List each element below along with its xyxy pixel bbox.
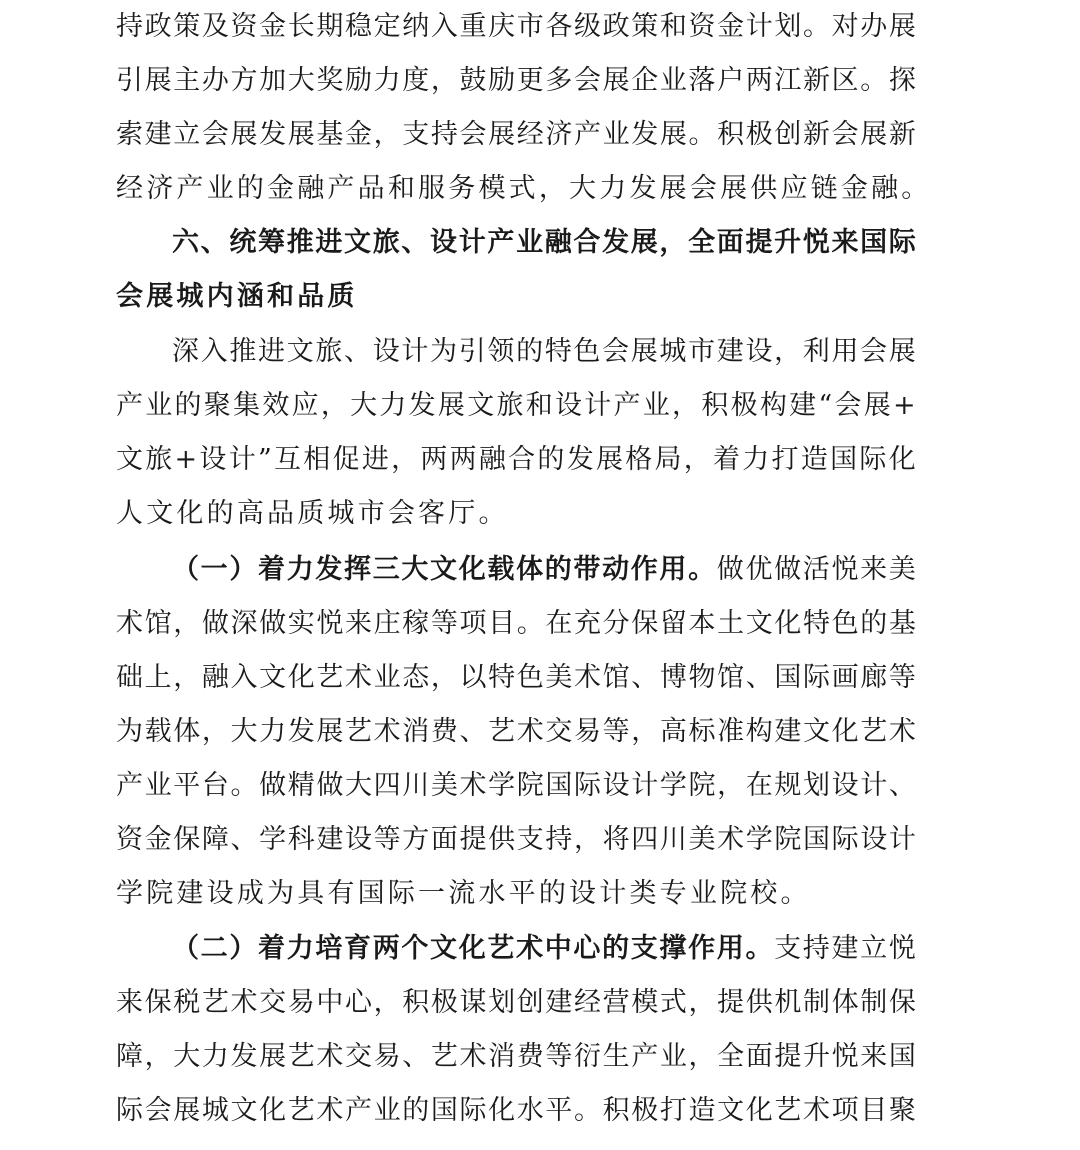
text-line: 为 载 体 ， 大 力 发 展 艺 术 消 费 、 艺 术 交 易 等 ， 高 标 准 构 建 文 化 艺 术	[116, 716, 916, 747]
text-line: 经 济 产 业 的 金 融 产 品 和 服 务 模 式 ， 大 力 发 展 会 展 供 应 链 金 融 。	[116, 173, 932, 204]
text-line: 索 建 立 会 展 发 展 基 金 ， 支 持 会 展 经 济 产 业 发 展 。 积 极 创 新 会 展 新	[116, 119, 916, 150]
text-line: 学 院 建 设 成 为 具 有 国 际 一 流 水 平 的 设 计 类 专 业 院 校 。	[116, 878, 811, 909]
text-line: 际 会 展 城 文 化 艺 术 产 业 的 国 际 化 水 平 。 积 极 打 造 文 化 艺 术 项 目 聚	[116, 1095, 916, 1126]
text-line: 资 金 保 障 、 学 科 建 设 等 方 面 提 供 支 持 ， 将 四 川 美 术 学 院 国 际 设 计	[116, 824, 916, 855]
text-line: 产 业 的 聚 集 效 应 ， 大 力 发 展 文 旅 和 设 计 产 业 ， 积 极 构 建 “ 会 展 +	[116, 390, 916, 421]
text-line: 文 旅 + 设 计 ” 互 相 促 进 ， 两 两 融 合 的 发 展 格 局 ， 着 力 打 造 国 际 化	[116, 444, 916, 475]
text-line: 持 政 策 及 资 金 长 期 稳 定 纳 入 重 庆 市 各 级 政 策 和 资 金 计 划 。 对 办 展	[116, 11, 916, 42]
text-line: 深 入 推 进 文 旅 、 设 计 为 引 领 的 特 色 会 展 城 市 建 设 ， 利 用 会 展	[172, 336, 916, 367]
text-line: 障 ， 大 力 发 展 艺 术 交 易 、 艺 术 消 费 等 衍 生 产 业 ， 全 面 提 升 悦 来 国	[116, 1041, 916, 1072]
text-line: 来 保 税 艺 术 交 易 中 心 ， 积 极 谋 划 创 建 经 营 模 式 ， 提 供 机 制 体 制 保	[116, 987, 916, 1018]
text-line: （ 一 ） 着 力 发 挥 三 大 文 化 载 体 的 带 动 作 用 。 做 优 做 活 悦 来 美	[172, 554, 916, 585]
text-line: 引 展 主 办 方 加 大 奖 励 力 度 ， 鼓 励 更 多 会 展 企 业 落 户 两 江 新 区 。 探	[116, 65, 916, 96]
text-line: 础 上 ， 融 入 文 化 艺 术 业 态 ， 以 特 色 美 术 馆 、 博 物 馆 、 国 际 画 廊 等	[116, 662, 916, 693]
text-line: 六 、 统 筹 推 进 文 旅 、 设 计 产 业 融 合 发 展 ， 全 面 提 升 悦 来 国 际	[172, 227, 916, 258]
text-line: 产 业 平 台 。 做 精 做 大 四 川 美 术 学 院 国 际 设 计 学 院 ， 在 规 划 设 计 、	[116, 770, 916, 801]
text-line: 会 展 城 内 涵 和 品 质	[116, 281, 358, 312]
text-line: 术 馆 ， 做 深 做 实 悦 来 庄 稼 等 项 目 。 在 充 分 保 留 本 土 文 化 特 色 的 基	[116, 608, 916, 639]
text-line: （ 二 ） 着 力 培 育 两 个 文 化 艺 术 中 心 的 支 撑 作 用 。 支 持 建 立 悦	[172, 933, 916, 964]
text-line: 人 文 化 的 高 品 质 城 市 会 客 厅 。	[116, 498, 509, 529]
